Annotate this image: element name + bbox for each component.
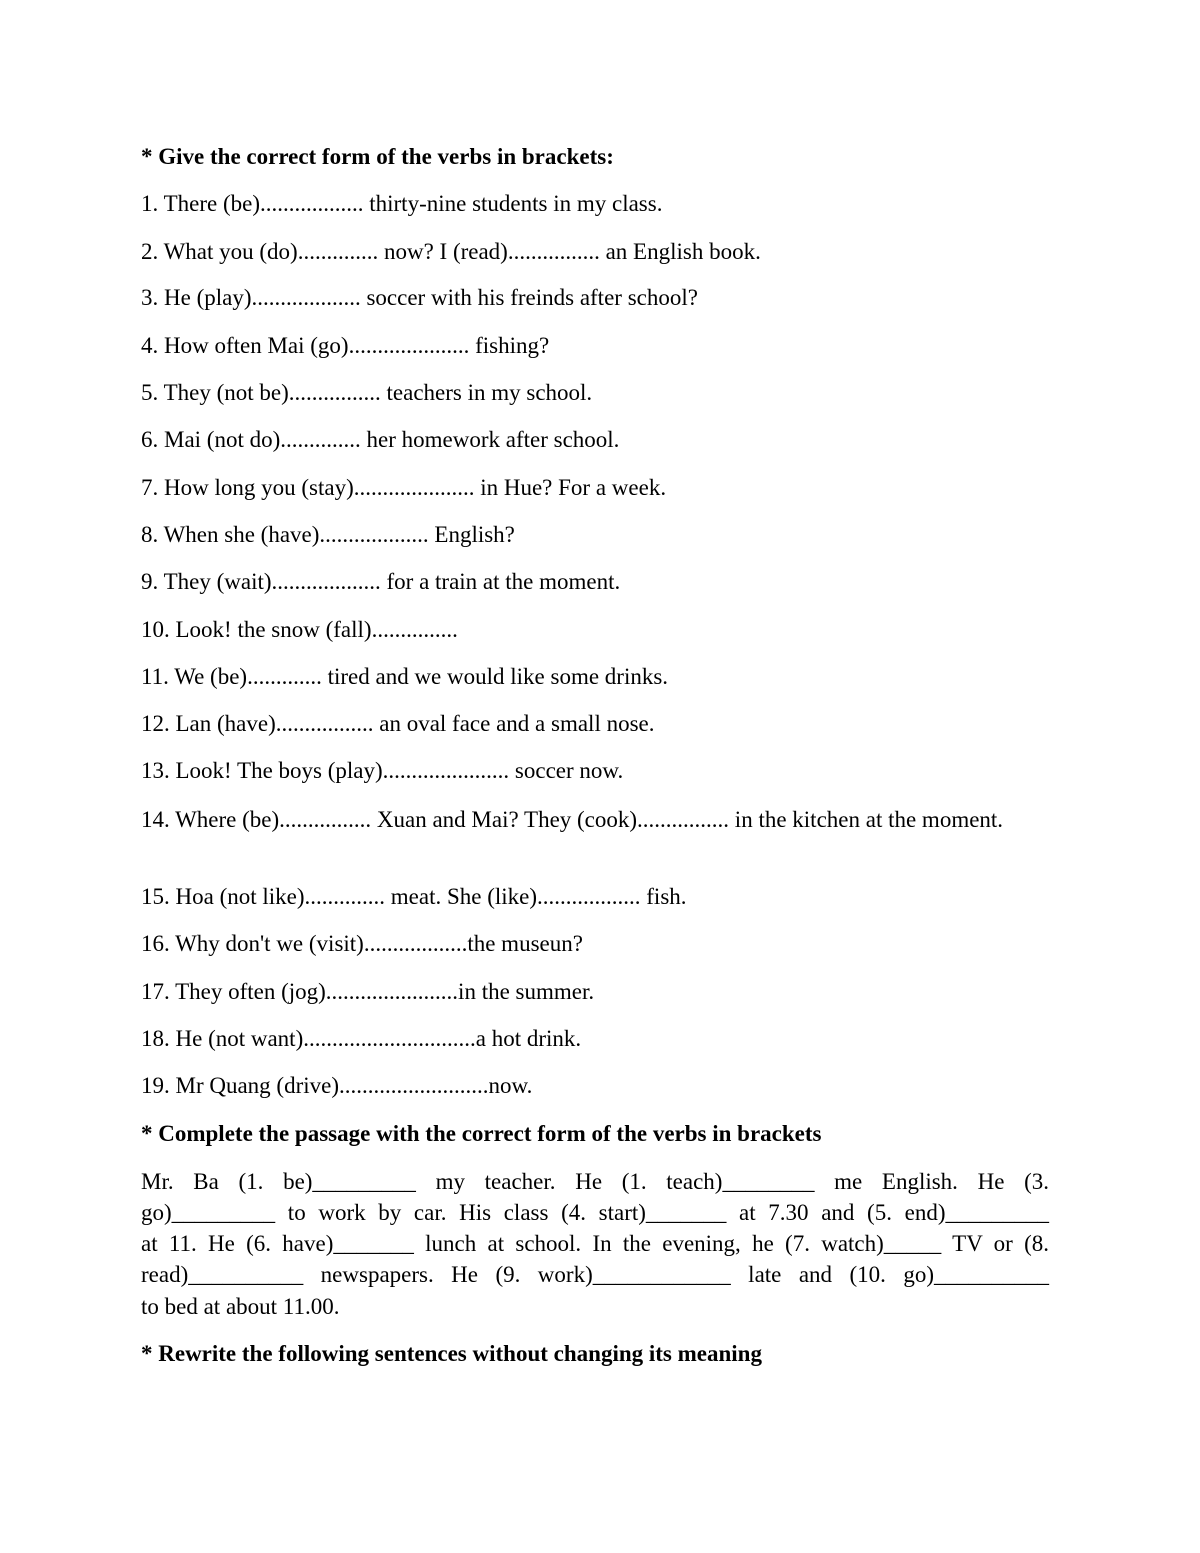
exercise-item-2: 2. What you (do).............. now? I (read)................ an English book.: [141, 239, 761, 264]
passage-line-4: read)__________ newspapers. He (9. work)____________ late and (10. go)__________: [141, 1262, 1049, 1287]
passage-line-5: to bed at about 11.00.: [141, 1294, 340, 1319]
exercise-item-17: 17. They often (jog).......................in the summer.: [141, 979, 595, 1004]
section-2-heading: * Complete the passage with the correct form of the verbs in brackets: [141, 1121, 822, 1146]
exercise-item-11: 11. We (be)............. tired and we would like some drinks.: [141, 664, 669, 689]
exercise-item-5: 5. They (not be)................ teachers in my school.: [141, 380, 593, 405]
section-3-heading: * Rewrite the following sentences without changing its meaning: [141, 1341, 762, 1366]
exercise-item-10: 10. Look! the snow (fall)...............: [141, 617, 458, 642]
exercise-item-4: 4. How often Mai (go)..................... fishing?: [141, 333, 550, 358]
exercise-item-3: 3. He (play)................... soccer with his freinds after school?: [141, 285, 698, 310]
section-1-heading: * Give the correct form of the verbs in brackets:: [141, 144, 614, 169]
exercise-item-18: 18. He (not want)..............................a hot drink.: [141, 1026, 582, 1051]
passage-line-3: at 11. He (6. have)_______ lunch at school. In the evening, he (7. watch)_____ TV or (8.: [141, 1231, 1049, 1256]
exercise-item-16: 16. Why don't we (visit)..................the museun?: [141, 931, 583, 956]
passage-line-1: Mr. Ba (1. be)_________ my teacher. He (1. teach)________ me English. He (3.: [141, 1169, 1049, 1194]
exercise-item-13: 13. Look! The boys (play)...................... soccer now.: [141, 758, 624, 783]
exercise-item-12: 12. Lan (have)................. an oval face and a small nose.: [141, 711, 655, 736]
exercise-item-1: 1. There (be).................. thirty-nine students in my class.: [141, 191, 663, 216]
exercise-item-7: 7. How long you (stay)..................... in Hue? For a week.: [141, 475, 667, 500]
exercise-item-6: 6. Mai (not do).............. her homework after school.: [141, 427, 620, 452]
exercise-item-19: 19. Mr Quang (drive)..........................now.: [141, 1073, 533, 1098]
exercise-item-15: 15. Hoa (not like).............. meat. She (like).................. fish.: [141, 884, 687, 909]
passage-line-2: go)_________ to work by car. His class (4. start)_______ at 7.30 and (5. end)_________: [141, 1200, 1049, 1225]
exercise-item-8: 8. When she (have)................... English?: [141, 522, 515, 547]
exercise-item-9: 9. They (wait)................... for a train at the moment.: [141, 569, 621, 594]
exercise-item-14: 14. Where (be)................ Xuan and Mai? They (cook)................ in the kitchen at the moment.: [141, 807, 1004, 832]
